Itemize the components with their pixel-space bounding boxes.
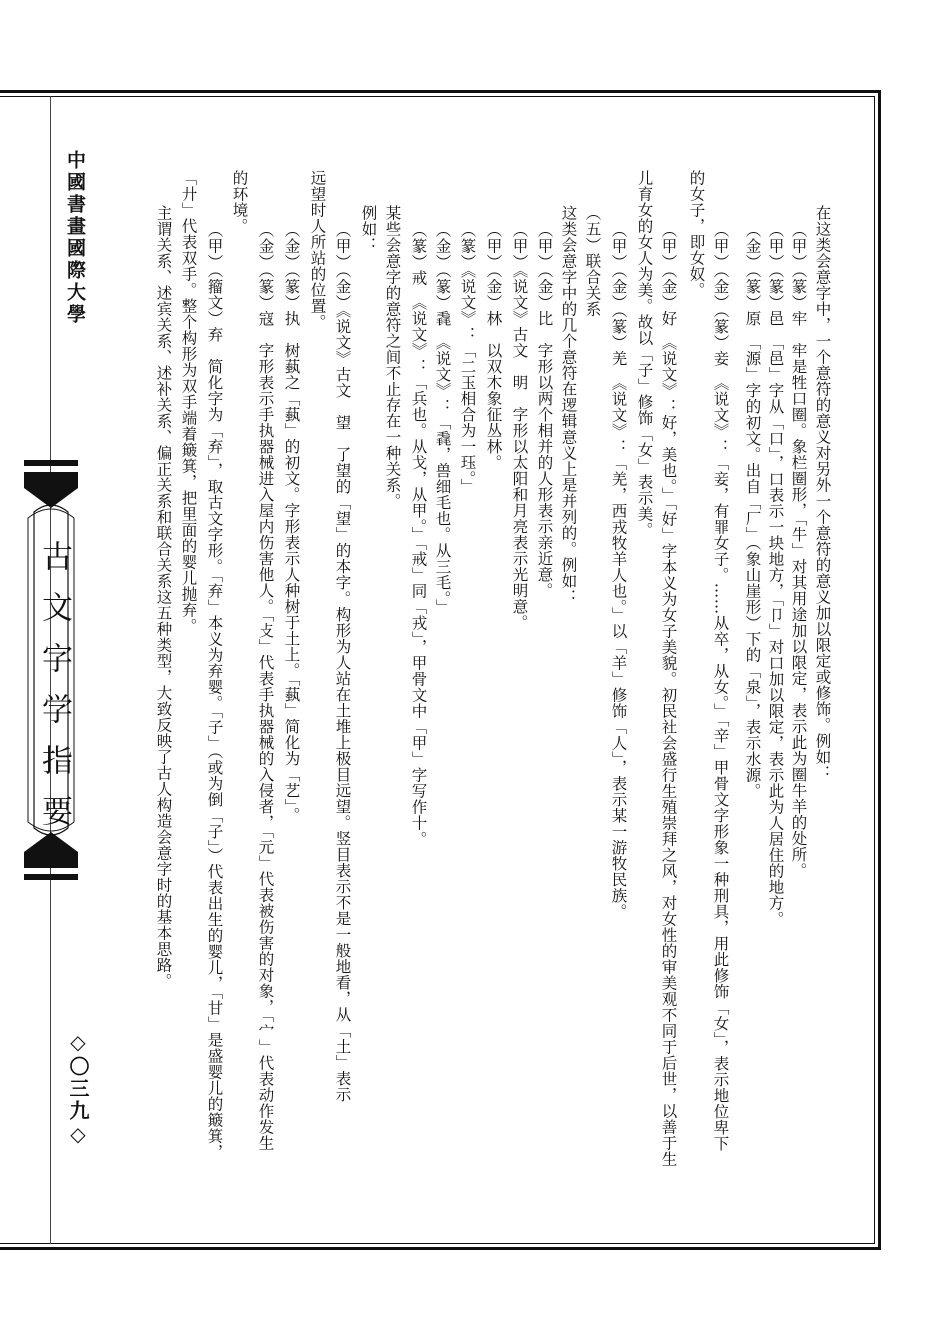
text-column: 「廾」代表双手。整个构形为双手端着簸箕，把里面的婴儿抛弃。 [179,170,198,634]
text-column: 的女子，即女奴。 [687,170,706,298]
text-column: （甲）（金）好 《说文》：好，美也。」「好」字本义为女子美貌。初民社会盛行生殖崇拜之风，对女性的审美观不同于后世，以善于生 [659,222,678,1167]
text-column: （甲）（金）（篆）羌 《说文》：「羌，西戎牧羊人也。」以「羊」修饰「人」，表示某一游牧民族。 [609,222,628,920]
text-column: 某些会意字的意符之间不止存在一种关系。 [383,205,402,509]
page-number: ◇〇三九◇ [66,1030,90,1148]
text-column: 儿育女的女人为美。故以「子」修饰「女」表示美。 [635,170,654,538]
text-column: （甲）（篆）邑 「邑」字从「口」，口表示一块地方，「卩」对口加以限定，表示此为人居住的地方。 [766,222,785,927]
text-column: 在这类会意字中，一个意符的意义对另外一个意符的意义加以限定或修饰。例如： [813,205,832,781]
text-column: （甲）（金）林 以双木象征丛林。 [484,222,503,471]
text-column: （甲）（金）（篆）妾 《说文》：「妾，有罪女子。……从卒，从女。」「辛」甲骨文字形象一种刑具，用此修饰「女」，表示地位卑下 [711,222,730,1152]
text-column: （甲）（籀文）弃 简化字为「弃」，取古文字形。「弃」本义为弃婴。「子」（或为倒「子」）代表出生的婴儿，「甘」是盛婴儿的簸箕， [205,222,224,1160]
text-column: （金）（篆）毳 《说文》：「毳，兽细毛也。从三毛。」 [433,222,452,615]
text-column: （甲）《说文》古文 明 字形以太阳和月亮表示光明意。 [510,222,529,631]
text-column: （金）（篆）寇 字形表示手执器械进入屋内伤害他人。「攴」代表手执器械的入侵者，「元」代表被伤害的对象，「宀」代表动作发生 [256,222,275,1151]
text-column: （篆）戒 《说文》：「兵也。从戈，从甲。」「戒」同「戎」，甲骨文中「甲」字写作十。 [409,222,428,847]
text-column: （甲）（金）《说文》古文 望 了望的「望」的本字。构形为人站在土堆上极目远望。竖目表示不是一般地看，从「土」表示 [333,222,352,1103]
text-column: 例如： [359,205,378,253]
text-column: 这类会意字中的几个意符在逻辑意义上是并列的。例如： [559,205,578,605]
text-column: 主谓关系、述宾关系、述补关系、偏正关系和联合关系这五种类型，大致反映了古人构造会意字时的基本思路。 [154,205,173,989]
text-column: （金）（篆）执 树蓺之「蓺」的初文。字形表示人种树于土上。「蓺」简化为「艺」。 [282,222,301,823]
text-column: 的环境。 [230,170,249,234]
text-column: （篆）《说文》：「二玉相合为一珏。」 [458,222,477,495]
text-column: （甲）（金）比 字形以两个相并的人形表示亲近意。 [535,222,554,599]
book-title: 古文字学指要 [36,540,72,846]
text-column: （金）（篆）原 「源」字的初文。出自「厂」（象山崖形）下的「泉」，表示水源。 [743,222,762,799]
section-heading: （五）联合关系 [583,205,602,317]
text-column: 远望时人所站的位置。 [308,170,327,330]
university-name: 中國書畫國際大學 [64,150,86,326]
text-column: （甲）（篆）牢 牢是牲口圈。象栏圈形，「牛」对其用途加以限定，表示此为圈牛羊的处所。 [789,222,808,879]
